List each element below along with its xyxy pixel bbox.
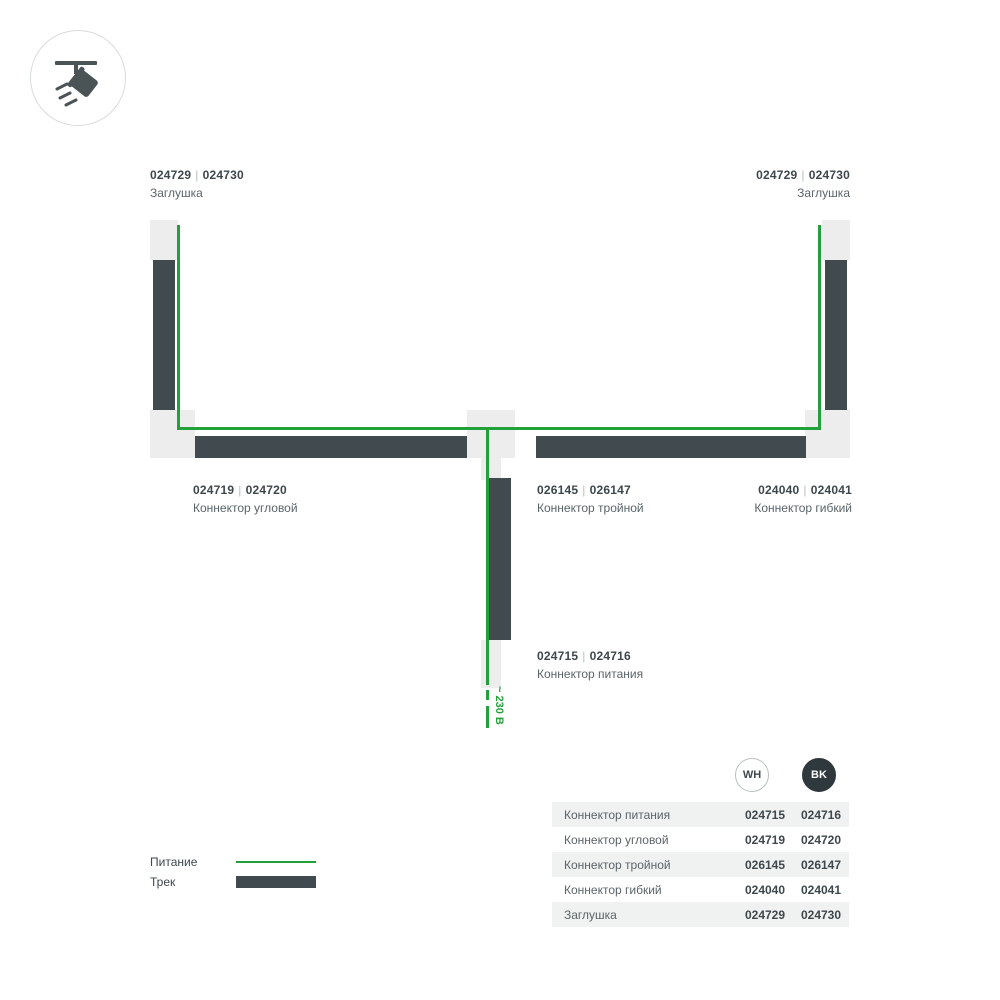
legend-row-power <box>150 852 316 872</box>
track-bottom-right-horizontal <box>536 436 806 458</box>
table-cell-wh: 026145 <box>744 857 786 872</box>
code-separator: | <box>582 483 586 497</box>
table-row <box>552 827 849 852</box>
code-secondary: 024720 <box>245 483 287 497</box>
label-cap-right-codes <box>756 168 850 183</box>
table-cell-wh: 024719 <box>744 832 786 847</box>
label-power-codes <box>537 649 643 664</box>
label-power-name: Коннектор питания <box>537 667 644 681</box>
table-cell-bk: 026147 <box>800 857 842 872</box>
track-left-vertical <box>153 260 175 410</box>
label-power <box>537 649 643 682</box>
legend-label-power: Питание <box>150 855 198 869</box>
code-separator: | <box>801 168 805 182</box>
table-row <box>552 877 849 902</box>
code-separator: | <box>238 483 242 497</box>
parts-table <box>552 758 849 927</box>
label-cap-right-name: Заглушка <box>797 186 850 200</box>
table-cell-wh: 024040 <box>744 882 786 897</box>
connector-flexible-right <box>805 410 850 458</box>
legend-swatch-track <box>236 876 316 888</box>
logo <box>30 30 126 126</box>
code-secondary: 026147 <box>589 483 631 497</box>
label-flexible <box>754 483 852 516</box>
code-primary: 024715 <box>537 649 579 663</box>
wire-left-vertical <box>177 225 180 430</box>
voltage-label: ~ 230 B <box>493 686 505 725</box>
code-separator: | <box>582 649 586 663</box>
code-secondary: 024730 <box>202 168 244 182</box>
label-cap-left <box>150 168 244 201</box>
table-cell-wh: 024729 <box>744 907 786 922</box>
code-secondary: 024730 <box>808 168 850 182</box>
table-cell-bk: 024041 <box>800 882 842 897</box>
label-cap-left-codes <box>150 168 244 183</box>
label-flexible-name: Коннектор гибкий <box>754 501 852 515</box>
table-cell-wh: 024715 <box>744 807 786 822</box>
table-row <box>552 802 849 827</box>
column-badge-bk: BK <box>802 758 836 792</box>
code-primary: 024719 <box>193 483 235 497</box>
code-primary: 026145 <box>537 483 579 497</box>
code-primary: 024040 <box>758 483 800 497</box>
label-triple-name: Коннектор тройной <box>537 501 644 515</box>
legend <box>150 852 316 892</box>
code-separator: | <box>195 168 199 182</box>
legend-row-track <box>150 872 316 892</box>
wire-horizontal <box>177 427 821 430</box>
track-right-vertical <box>825 260 847 410</box>
table-header <box>552 758 849 802</box>
track-spotlight-icon <box>31 31 125 125</box>
connector-cap-left <box>150 220 178 260</box>
table-cell-name: Коннектор тройной <box>564 857 671 872</box>
wire-lead-dash-2 <box>486 706 489 728</box>
wire-right-vertical <box>818 225 821 430</box>
wire-center-vertical <box>486 427 489 685</box>
table-cell-name: Заглушка <box>564 907 617 922</box>
code-secondary: 024041 <box>810 483 852 497</box>
table-row <box>552 902 849 927</box>
track-bottom-left-horizontal <box>195 436 467 458</box>
label-triple <box>537 483 644 516</box>
label-flexible-codes <box>754 483 852 498</box>
code-primary: 024729 <box>150 168 192 182</box>
table-cell-bk: 024730 <box>800 907 842 922</box>
label-corner-name: Коннектор угловой <box>193 501 298 515</box>
table-cell-name: Коннектор гибкий <box>564 882 662 897</box>
legend-swatch-power <box>236 861 316 863</box>
connector-triple-stem <box>481 440 501 480</box>
connector-corner-left-arm <box>150 410 195 458</box>
table-row <box>552 852 849 877</box>
table-cell-bk: 024720 <box>800 832 842 847</box>
column-badge-wh: WH <box>735 758 769 792</box>
legend-label-track: Трек <box>150 875 176 889</box>
code-primary: 024729 <box>756 168 798 182</box>
label-corner-codes <box>193 483 298 498</box>
code-secondary: 024716 <box>589 649 631 663</box>
label-triple-codes <box>537 483 644 498</box>
code-separator: | <box>803 483 807 497</box>
table-cell-name: Коннектор угловой <box>564 832 669 847</box>
table-cell-bk: 024716 <box>800 807 842 822</box>
table-cell-name: Коннектор питания <box>564 807 671 822</box>
label-cap-left-name: Заглушка <box>150 186 203 200</box>
wire-lead-dash-1 <box>486 690 489 700</box>
connector-power <box>481 640 501 688</box>
connector-cap-right <box>822 220 850 260</box>
label-cap-right <box>756 168 850 201</box>
label-corner <box>193 483 298 516</box>
track-center-vertical <box>489 478 511 640</box>
